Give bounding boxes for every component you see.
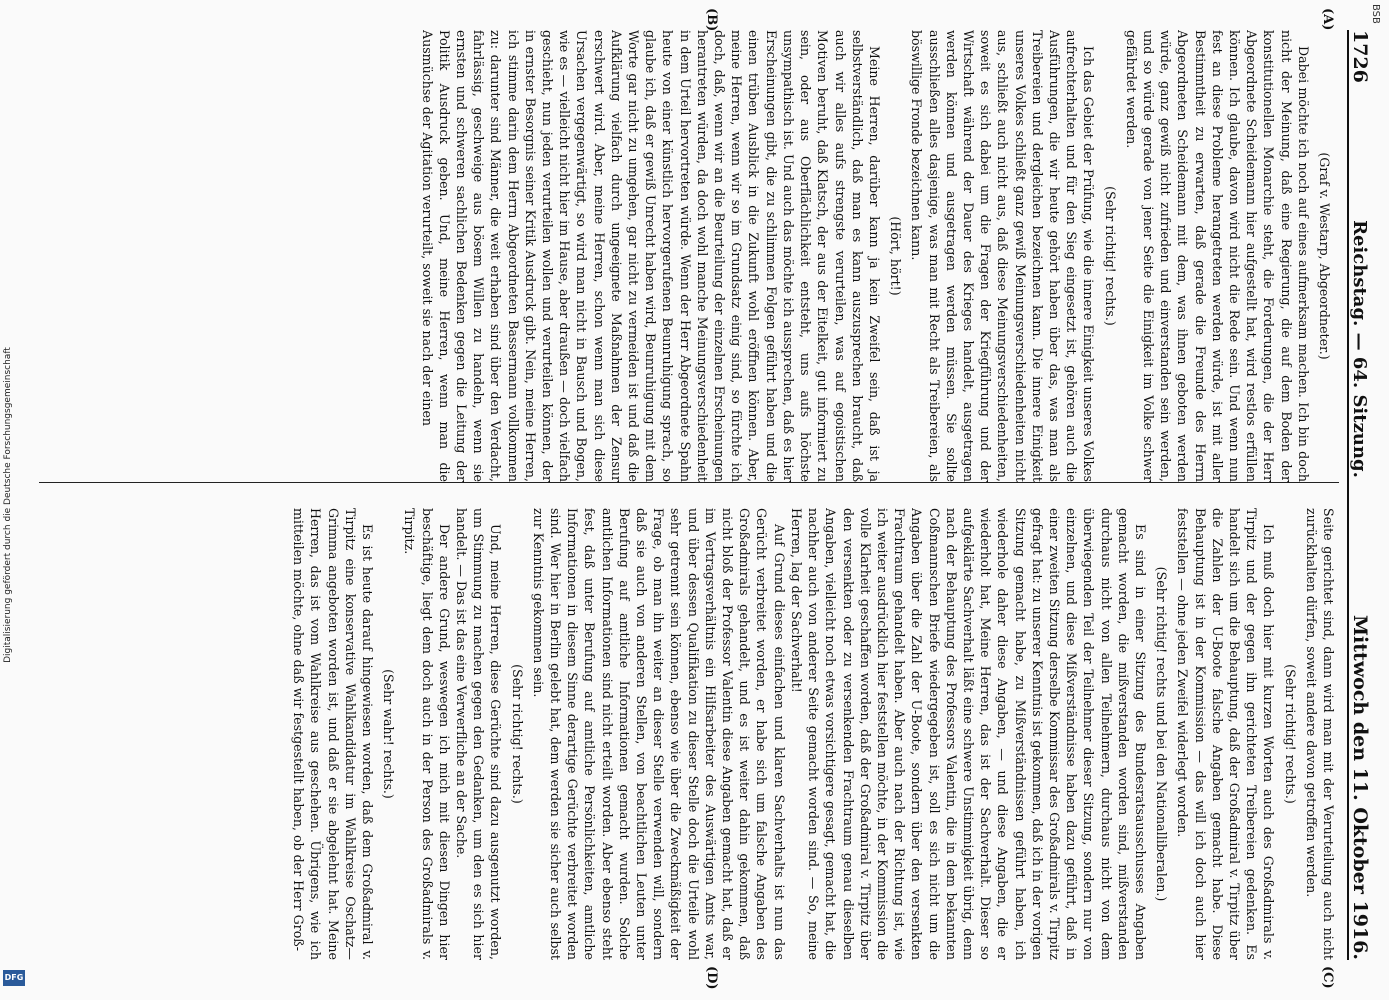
margin-marker-c: (C) xyxy=(1320,966,1335,989)
digitization-credit: Digitalisierung gefördert durch die Deutsche Forschungsgemeinschaft xyxy=(3,347,13,663)
paragraph: Auf Grund dieses einfachen und klaren Sachverhalts ist nun das Gerücht verbreitet worden, er habe sich um falsche Angaben des Großadmirals gehandelt, und es ist weiter dahin gekommen, daß nicht bloß der Professor Valentin diese Angaben gemacht hat, daß er im Vertragsverhältnis ein Hilfsarbeiter des Auswärtigen Amts war, und über dessen Qualifikation zu dieser Stelle doch die Urteile wohl sehr getrennt sein können, ebenso wie über die Zweckmäßigkeit der Frage, ob man ihn weiter an dieser Stelle verwenden will, sondern daß sie auch von anderen Stellen, von beachtlichen Leuten unter Berufung auf amtliche Informationen gemacht wurden. Solche amtlichen Informationen sind nicht erteilt worden. Aber ebenso steht fest, daß unter Berufung auf amtliche Persönlichkeiten, amtliche Informationen in diesem Sinne derartige Gerüchte verbreitet worden sind. Wer hier in Berlin gelebt hat, dem werden sie sicher auch selbst zur Kenntnis gekommen sein. xyxy=(530,508,787,960)
paragraph: Meine Herren, darüber kann ja kein Zweifel sein, daß ist ja selbstverständlich, daß man es kann auszusprechen braucht, daß auch wir alles aufs strengste verurteilen, was auf egoistischen Motiven beruht, daß Klatsch, der aus der Eitelkeit, gut informiert zu sein, oder aus Oberflächlichkeit entsteht, uns aufs höchste unsympathisch ist. Und auch das möchte ich aussprechen, daß es hier Erscheinungen gibt, die zu schlimmen Folgen geführt haben und die einen trüben Ausblick in die Zukunft wohl eröffnen können. Aber, meine Herren, wenn wir so im Grundsatz einig sind, so fürchte ich doch, daß, wenn wir an die Beurteilung der einzelnen Erscheinungen herantreten würden, da doch wohl manche Meinungsverschiedenheit in dem Urteil hervortreten würde. Wenn der Herr Abgeordnete Spahn heute von einer künstlich hervorgerufenen Beunruhigung sprach, so glaube ich, daß er gewiß Unrecht haben wird, Beunruhigung mit dem Worte gar nicht zu umgehen, gar nicht zu vermeiden ist und daß die Aufklärung vielfach durch ungeeignete Maßnahmen der Zensur erschwert wird. Aber, meine Herren, schon wenn man sich diese Ursachen vergegenwärtigt, so wird man nicht in Bausch und Bogen, wie es — vielleicht nicht hier im Hause, aber draußen — doch vielfach geschieht, nun jeden verurteilen wollen und verurteilen können, der in ernster Besorgnis seiner Kritik Ausdruck gibt. Nein, meine Herren, ich stimme darin dem Herrn Abgeordneten Bassermann vollkommen zu: darunter sind Männer, die weit erhaben sind über den Verdacht, fahrlässig, geschweige aus bösem Willen zu handeln, wenn sie ernsten und schweren sachlichen Bedenken gegen die Leitung der Politik Ausdruck geben. Und, meine Herren, wenn man die Ausmüchse der Agitation verurteilt, soweit sie nach der einen xyxy=(419,30,882,482)
header-date: Mittwoch den 11. Oktober 1916. xyxy=(1349,615,1371,960)
interjection: (Sehr richtig! rechts.) xyxy=(509,664,525,804)
dfg-logo: DFG xyxy=(3,970,25,986)
paragraph: Ich muß doch hier mit kurzen Worten auch des Großadmirals v. Tirpitz und der gegen ihn gerichteten Treibereien gedenken. Es handelt sich um die Behauptung, daß der Großadmiral v. Tirpitz über die Zahlen der U-Boote falsche Angaben gemacht habe. Diese Behauptung ist in der Kommission — das will ich doch auch hier feststellen — ohne jeden Zweifel widerlegt worden. xyxy=(1175,508,1277,960)
column-divider xyxy=(39,482,1339,483)
bsb-logo: BSB xyxy=(1370,4,1381,24)
paragraph: Und, meine Herren, diese Gerüchte sind dazu ausgenutzt worden, um Stimmung zu machen gegen den Gedanken, um den es sich hier handelt. — Das ist das eine Verwerfliche an der Sache. xyxy=(454,508,504,960)
page-header xyxy=(1347,30,1377,960)
paragraph: Ich das Gebiet der Prüfung, wie die innere Einigkeit unseres Volkes aufrechterhalten und für den Sieg eingesetzt ist, gehören auch die Ausführungen, die wir heute gehört haben über das, was man als Treibereien und dergleichen bezeichnen kann. Die innere Einigkeit unseres Volkes schließt ganz gewiß Meinungsverschiedenheiten nicht aus, schließt auch nicht aus, daß diese Meinungsverschiedenheiten, soweit es sich dabei um die Fragen der Kriegführung und der Wirtschaft während der Dauer des Krieges handelt, ausgetragen werden können und ausgetragen werden müssen. Sie sollte ausschließen alles dasjenige, was man mit Recht als Treibereien, als böswillige Fronde bezeichnen kann. xyxy=(909,30,1097,482)
paragraph: Seite gerichtet sind, dann wird man mit der Verurteilung auch nicht zurückhalten dürfen, soweit andere davon getroffen werden. xyxy=(1303,508,1336,960)
left-column xyxy=(47,30,1337,482)
header-title: Reichstag. — 64. Sitzung. xyxy=(1349,220,1370,478)
right-column xyxy=(47,508,1337,960)
interjection: (Sehr richtig! rechts und bei den Nationalliberalen.) xyxy=(1154,566,1170,902)
margin-marker-a: (A) xyxy=(1320,8,1335,31)
paragraph: Es ist heute darauf hingewiesen worden, daß dem Großadmiral v. Tirpitz eine konservative Wahlkandidatur im Wahlkreise Oschatz—Grimma angeboten worden ist, und daß er sie abgelehnt hat. Meine Herren, das ist vom Wahlkreise aus geschehen. Übrigens, wie ich mitteilen möchte, ohne daß wir festgestellt haben, ob der Herr Groß- xyxy=(291,508,376,960)
page-number: 1726 xyxy=(1349,30,1371,83)
paragraph: Dabei möchte ich noch auf eines aufmerksam machen. Ich bin doch nicht der Meinung, daß eine Regierung, die auf dem Boden der konstitutionellen Monarchie steht, die Forderungen, die der Herr Abgeordnete Scheidemann hier aufgestellt hat, wird restlos erfüllen können. Ich glaube, davon wird nicht die Rede sein. Und wenn nun fest an diese Probleme herangetreten werden würde, ist mit aller Bestimmtheit zu erwarten, daß gerade die Freunde des Herrn Abgeordneten Scheidemann mit dem, was ihnen geboten werden würde, ganz gewiß nicht zufrieden und einverstanden sein werden, und so würde gerade von jener Seite die Einigkeit im Volke schwer gefährdet werden. xyxy=(1123,30,1311,482)
interjection: (Sehr wahr! rechts.) xyxy=(381,669,397,799)
interjection: (Sehr richtig! rechts.) xyxy=(1102,186,1118,326)
interjection: (Sehr richtig! rechts.) xyxy=(1282,664,1298,804)
paragraph: Der andere Grund, weswegen ich mich mit diesen Dingen hier beschäftige, liegt dem doch auch in der Person des Großadmirals v. Tirpitz. xyxy=(402,508,452,960)
margin-marker-d: (D) xyxy=(704,966,719,990)
interjection: (Hört, hört!) xyxy=(888,216,904,296)
paragraph: Es sind in einer Sitzung des Bundesratsausschusses Angaben gemacht worden, die mißverstanden worden sind, mißverstanden durchaus nicht von allen Teilnehmern, durchaus nicht von dem überwiegenden Teil der Teilnehmer dieser Sitzung, sondern nur von einzelnen, und diese Mißverständnisse haben dazu geführt, daß in einer zweiten Sitzung derselbe Kommissar des Großadmirals v. Tirpitz gefragt hat: zu unserer Kenntnis ist gekommen, daß ich in der vorigen Sitzung gemacht habe, zu Mißverständnissen geführt haben, ich wiederhole daher diese Angaben, — und diese Angaben, die er wiederholt hat, Meine Herren, das ist der Sachverhalt. Dieser so aufgeklärte Sachverhalt läßt eine schwere Unstimmigkeit übrig, denn nach der Behauptung des Professors Valentin, die in dem bekannten Coßmannschen Briefe wiedergegeben ist, soll es sich nicht um die Angaben über die Zahl der U-Boote, sondern über den versenkten Frachtraum gehandelt haben. Aber auch nach der Richtung ist, wie ich weiter ausdrücklich hier feststellen möchte, in der Kommission die volle Klarheit geschaffen worden, daß der Großadmiral v. Tirpitz über den versenkten oder zu versenkenden Frachtraum genau dieselben Angaben, vielleicht noch etwas vorsichtigere gesagt, gemacht hat, die nachher auch von anderer Seite gemacht worden sind. — So, meine Herren, lag der Sachverhalt! xyxy=(788,508,1148,960)
margin-marker-b: (B) xyxy=(704,8,719,32)
speaker-label: (Graf v. Westarp, Abgeordneter.) xyxy=(1317,152,1332,360)
